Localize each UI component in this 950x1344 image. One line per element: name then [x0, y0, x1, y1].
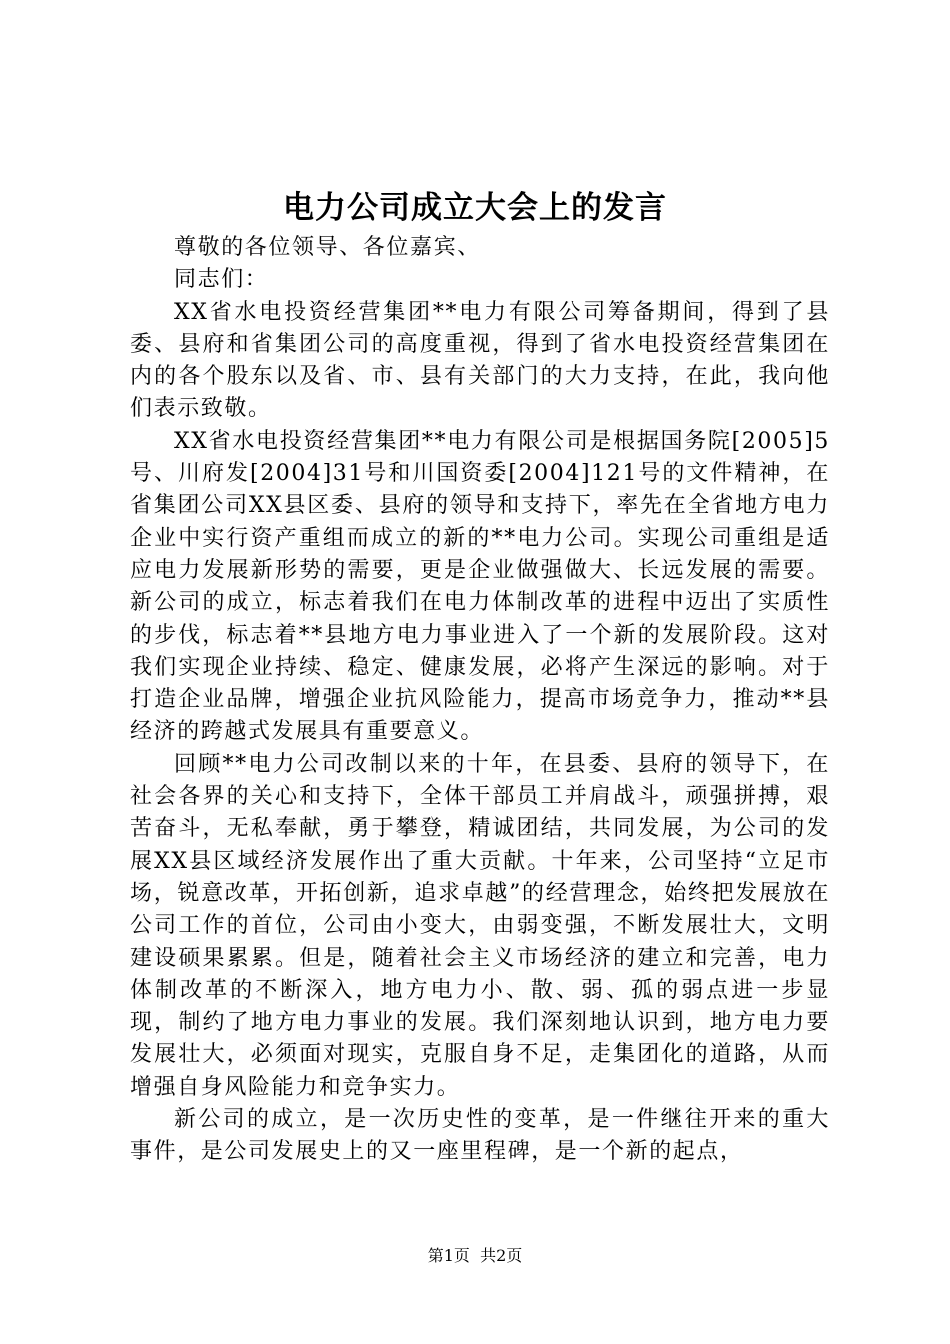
document-title: 电力公司成立大会上的发言	[283, 190, 667, 226]
paragraph-4: 新公司的成立，是一次历史性的变革，是一件继往开来的重大事件，是公司发展史上的又一座里程碑，是一个新的起点，	[130, 1107, 830, 1165]
paragraph-3: 回顾**电力公司改制以来的十年，在县委、县府的领导下，在社会各界的关心和支持下，全体干部员工并肩战斗，顽强拼搏，艰苦奋斗，无私奉献，勇于攀登，精诚团结，共同发展，为公司的发展XX县区域经济发展作出了重大贡献。十年来，公司坚持“立足市场，锐意改革，开拓创新，追求卓越”的经营理念，始终把发展放在公司工作的首位，公司由小变大，由弱变强，不断发展壮大，文明建设硕果累累。但是，随着社会主义市场经济的建立和完善，电力体制改革的不断深入，地方电力小、散、弱、孤的弱点进一步显现，制约了地方电力事业的发展。我们深刻地认识到，地方电力要发展壮大，必须面对现实，克服自身不足，走集团化的道路，从而增强自身风险能力和竞争实力。	[130, 751, 830, 1100]
page-footer: 第1页 共2页	[427, 1246, 523, 1265]
salutation-line-2: 同志们：	[174, 267, 269, 293]
paragraph-2: XX省水电投资经营集团**电力有限公司是根据国务院[2005]5号、川府发[2004]31号和川国资委[2004]121号的文件精神，在省集团公司XX县区委、县府的领导和支持下，率先在全省地方电力企业中实行资产重组而成立的新的**电力公司。实现公司重组是适应电力发展新形势的需要，更是企业做强做大、长远发展的需要。新公司的成立，标志着我们在电力体制改革的进程中迈出了实质性的步伐，标志着**县地方电力事业进入了一个新的发展阶段。这对我们实现企业持续、稳定、健康发展，必将产生深远的影响。对于打造企业品牌，增强企业抗风险能力，提高市场竞争力，推动**县经济的跨越式发展具有重要意义。	[130, 428, 830, 745]
document-body	[130, 232, 830, 1169]
salutation-line-1: 尊敬的各位领导、各位嘉宾、	[174, 235, 481, 260]
paragraph-1: XX省水电投资经营集团**电力有限公司筹备期间，得到了县委、县府和省集团公司的高度重视，得到了省水电投资经营集团在内的各个股东以及省、市、县有关部门的大力支持，在此，我向他们表示致敬。	[130, 299, 830, 422]
